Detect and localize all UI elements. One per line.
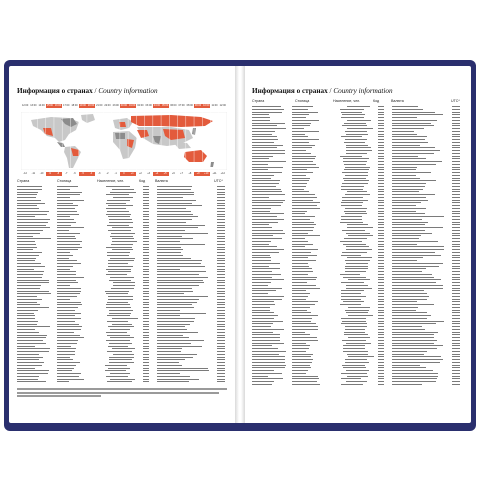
timezone-hour-label: 18:00	[71, 104, 78, 107]
timezone-offset-label: 0	[120, 172, 128, 176]
col-utc: UTC*	[214, 179, 223, 183]
timezone-hour-label: 12:00	[21, 104, 29, 107]
timezone-hour-label: 13:00	[30, 104, 37, 107]
timezone-hour-label: 20:00	[87, 104, 95, 107]
timezone-hour-label: 23:00	[112, 104, 119, 107]
right-page-title: Информация о странах / Country information	[252, 87, 393, 95]
timezone-hour-label: 16:00	[54, 104, 62, 107]
timezone-offset-label: -2	[106, 172, 109, 175]
timezone-hour-label: 06:00	[170, 104, 177, 107]
timezone-offset-label: -10	[39, 172, 44, 175]
col-code: Код	[139, 179, 146, 183]
timezone-row-top	[21, 104, 227, 108]
timezone-hour-label: 04:00	[153, 104, 160, 107]
timezone-hour-label: 00:00	[120, 104, 128, 107]
timezone-offset-label: +2	[138, 172, 142, 175]
timezone-hour-label: 09:00	[194, 104, 202, 107]
country-table-left	[17, 185, 227, 383]
notebook-spine	[235, 66, 245, 423]
footnote	[17, 388, 227, 399]
timezone-offset-label: +5	[161, 172, 169, 176]
timezone-offset-label: -3	[98, 172, 101, 175]
table-row	[17, 380, 227, 383]
timezone-offset-label: +4	[153, 172, 161, 176]
timezone-offset-label: -5	[79, 172, 87, 176]
timezone-offset-label: -12	[23, 172, 27, 175]
timezone-hour-label: 03:00	[145, 104, 152, 107]
col-utc: UTC*	[451, 99, 460, 103]
col-capital: Столица	[295, 99, 310, 103]
left-page	[9, 66, 235, 423]
timezone-offset-label: +8	[188, 172, 192, 175]
timezone-offset-label: -9	[46, 172, 54, 176]
timezone-hour-label: 22:00	[104, 104, 111, 107]
timezone-hour-label: 01:00	[129, 104, 136, 107]
left-title-ru: Информация о странах	[17, 87, 93, 95]
col-population: Население, чел.	[333, 99, 361, 103]
right-page	[245, 66, 471, 423]
left-title-en: Country information	[98, 87, 158, 95]
timezone-hour-label: 21:00	[96, 104, 103, 107]
timezone-hour-label: 14:00	[38, 104, 45, 107]
right-title-en: Country information	[333, 87, 393, 95]
timezone-offset-label: -7	[65, 172, 68, 175]
timezone-offset-label: -11	[31, 172, 36, 175]
col-capital: Столица	[57, 179, 72, 183]
timezone-row-bottom	[21, 172, 227, 176]
col-population: Население, чел.	[97, 179, 125, 183]
timezone-hour-label: 07:00	[178, 104, 185, 107]
timezone-offset-label: -6	[73, 172, 76, 175]
col-currency: Валюта	[155, 179, 168, 183]
col-country: Страна	[252, 99, 265, 103]
world-timezone-map	[21, 112, 227, 170]
col-currency: Валюта	[391, 99, 404, 103]
timezone-offset-label: +7	[180, 172, 183, 175]
left-page-title: Информация о странах / Country information	[17, 87, 158, 95]
timezone-offset-label: -1	[114, 172, 117, 175]
timezone-offset-label: +10	[204, 172, 209, 175]
timezone-offset-label: +9	[194, 172, 202, 176]
timezone-offset-label: +11	[212, 172, 217, 175]
timezone-hour-label: 05:00	[161, 104, 169, 107]
timezone-offset-label: +12	[220, 172, 225, 175]
timezone-hour-label: 08:00	[186, 104, 193, 107]
timezone-hour-label: 12:00	[219, 104, 226, 107]
timezone-hour-label: 19:00	[79, 104, 86, 107]
timezone-hour-label: 11:00	[211, 104, 218, 107]
timezone-hour-label: 10:00	[203, 104, 210, 107]
timezone-offset-label: -8	[54, 172, 62, 176]
timezone-offset-label: +6	[171, 172, 175, 175]
col-code: Код	[373, 99, 380, 103]
timezone-hour-label: 17:00	[63, 104, 70, 107]
timezone-hour-label: 02:00	[137, 104, 144, 107]
country-table-right	[252, 105, 464, 386]
col-country: Страна	[17, 179, 30, 183]
right-title-ru: Информация о странах	[252, 87, 328, 95]
timezone-offset-label: +1	[128, 172, 136, 176]
timezone-hour-label: 15:00	[46, 104, 53, 107]
timezone-offset-label: -4	[87, 172, 95, 176]
table-row	[252, 383, 464, 386]
timezone-offset-label: +3	[147, 172, 151, 175]
